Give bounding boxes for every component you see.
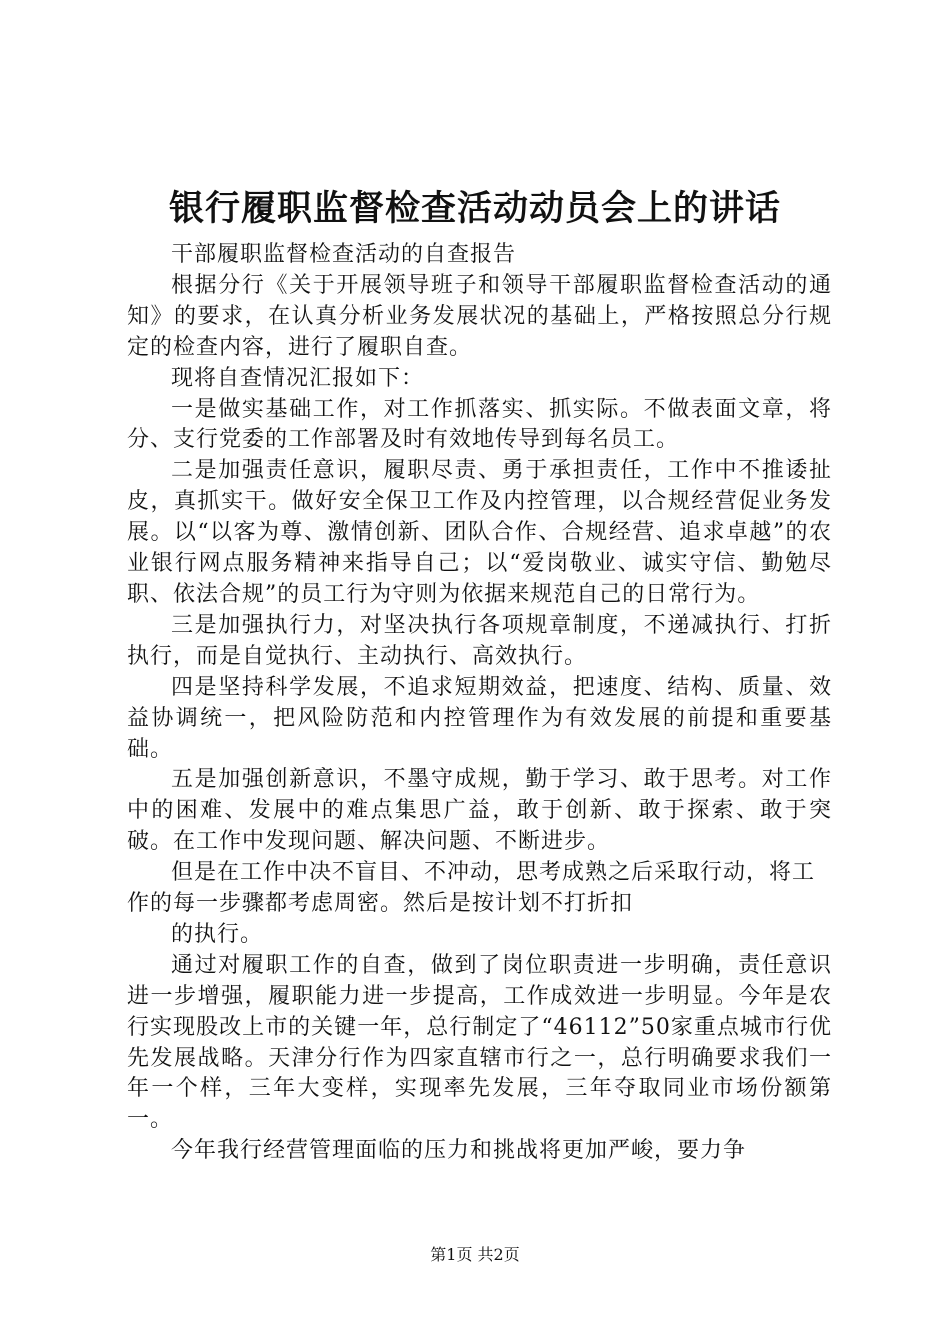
paragraph: 三是加强执行力，对坚决执行各项规章制度，不递减执行、打折执行，而是自觉执行、主动执行、高效执行。 [127, 612, 832, 669]
document-title: 银行履职监督检查活动动员会上的讲话 [168, 188, 781, 229]
paragraph: 但是在工作中决不盲目、不冲动，思考成熟之后采取行动，将工作的每一步骤都考虑周密。然后是按计划不打折扣 [127, 860, 816, 917]
paragraph: 现将自查情况汇报如下： [171, 365, 425, 391]
paragraph: 今年我行经营管理面临的压力和挑战将更加严峻，要力争 [171, 1138, 747, 1164]
paragraph: 的执行。 [171, 921, 264, 947]
paragraph: 通过对履职工作的自查，做到了岗位职责进一步明确，责任意识进一步增强，履职能力进一步提高，工作成效进一步明显。今年是农行实现股改上市的关键一年，总行制定了“46112”50家重点城市行优先发展战略。天津分行作为四家直辖市行之一，总行明确要求我们一年一个样，三年大变样，实现率先发展，三年夺取同业市场份额第一。 [127, 952, 832, 1133]
paragraph: 四是坚持科学发展，不追求短期效益，把速度、结构、质量、效益协调统一，把风险防范和内控管理作为有效发展的前提和重要基础。 [127, 674, 832, 762]
paragraph: 一是做实基础工作，对工作抓落实、抓实际。不做表面文章，将分、支行党委的工作部署及时有效地传导到每名员工。 [127, 396, 832, 453]
paragraph-subtitle: 干部履职监督检查活动的自查报告 [171, 242, 517, 267]
paragraph: 根据分行《关于开展领导班子和领导干部履职监督检查活动的通知》的要求，在认真分析业务发展状况的基础上，严格按照总分行规定的检查内容，进行了履职自查。 [127, 272, 832, 360]
paragraph: 二是加强责任意识，履职尽责、勇于承担责任，工作中不推诿扯皮，真抓实干。做好安全保卫工作及内控管理，以合规经营促业务发展。以“以客为尊、激情创新、团队合作、合规经营、追求卓越”的农业银行网点服务精神来指导自己；以“爱岗敬业、诚实守信、勤勉尽职、依法合规”的员工行为守则为依据来规范自己的日常行为。 [127, 458, 832, 607]
document-body [127, 240, 832, 1167]
page-number-footer: 第1页 共2页 [430, 1245, 520, 1264]
paragraph: 五是加强创新意识，不墨守成规，勤于学习、敢于思考。对工作中的困难、发展中的难点集思广益，敢于创新、敢于探索、敢于突破。在工作中发现问题、解决问题、不断进步。 [127, 767, 832, 855]
